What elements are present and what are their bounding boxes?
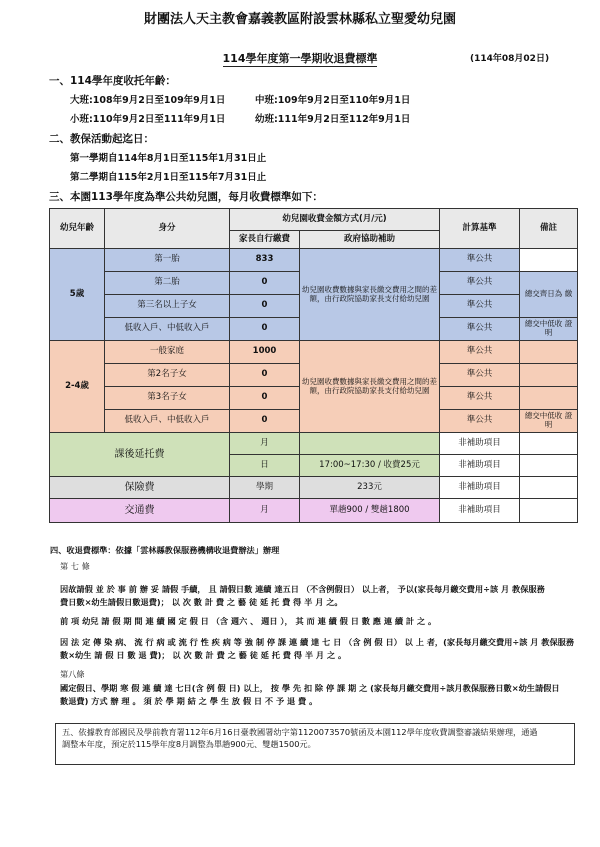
non-subsidy-cell: 非補助項目 — [440, 477, 520, 499]
transport-label: 交通費 — [50, 499, 230, 523]
fee-cell: 1000 — [230, 341, 300, 364]
age-5: 5歲 — [50, 249, 105, 341]
header-fee-group: 幼兒園收費金額方式(月/元) — [230, 209, 440, 231]
standard-cell: 準公共 — [440, 387, 520, 410]
fee-table — [49, 208, 578, 523]
notice-line: 調整本年度，預定於115學年度8月調整為單趟900元、雙趟1500元。 — [62, 738, 316, 749]
after-care-label: 課後延托費 — [50, 433, 230, 477]
rule-text: 數退費) 方式 辦 理 。 須 於 學 期 結 之 學 生 放 假 日 不 予 退 費 。 — [60, 696, 318, 706]
after-care-time: 17:00~17:30 / 收費25元 — [300, 455, 440, 477]
fee-cell: 833 — [230, 249, 300, 272]
after-care-unit-month: 月 — [230, 433, 300, 455]
refund-rule-heading: 四、收退費標準：依據「雲林縣教保服務機構收退費辦法」辦理 — [50, 545, 280, 555]
class-middle: 中班:109年9月2日至110年9月1日 — [255, 95, 411, 106]
class-small: 小班:110年9月2日至111年9月1日 — [70, 114, 226, 125]
fee-cell: 0 — [230, 410, 300, 433]
header-standard: 計算基準 — [440, 209, 520, 249]
header-parent-fee: 家長自行繳費 — [230, 231, 300, 249]
non-subsidy-cell: 非補助項目 — [440, 433, 520, 455]
class-toddler: 幼班:111年9月2日至112年9月1日 — [255, 114, 411, 125]
header-gov-subsidy: 政府協助補助 — [300, 231, 440, 249]
identity-cell: 第一胎 — [105, 249, 230, 272]
rule-text: 因故請假 並 於 事 前 辦 妥 請假 手續， 且 請假日數 連續 達五日 （不含例假日） 以上者， 予以(家長每月繳交費用÷該 月 教保服務 — [60, 584, 545, 594]
standard-cell: 準公共 — [440, 272, 520, 295]
notice-line: 五、依據教育部國民及學前教育署112年6月16日臺教國署幼字第1120073570號函及本園112學年度收費調整審議結果辦理，通過 — [62, 727, 538, 737]
insurance-unit: 學期 — [230, 477, 300, 499]
standard-cell: 準公共 — [440, 364, 520, 387]
section2-heading: 二、教保活動起迄日： — [49, 133, 154, 145]
document-subtitle: 114學年度第一學期收退費標準 — [222, 52, 378, 65]
rule-text: 因 法 定 傳 染 病、 流 行 病 或 流 行 性 疾 病 等 強 制 停 課 連 續 達 七 日 （含 例 假 日） 以 上 者，(家長每月繳交費用÷該 月 教保服務 — [60, 637, 575, 647]
identity-cell: 一般家庭 — [105, 341, 230, 364]
non-subsidy-cell: 非補助項目 — [440, 455, 520, 477]
standard-cell: 準公共 — [440, 249, 520, 272]
identity-cell: 低收入戶、中低收入戶 — [105, 318, 230, 341]
rule-text: 前 項 幼兒 請 假 期 間 連 續 國 定 假 日 （含 週六 、 週日 ）， 其 而 連 續 假 日 數 應 連 續 計 之 。 — [60, 616, 437, 626]
document-date: (114年08月02日) — [470, 54, 550, 64]
note-cell: 總交中低收 證明 — [520, 410, 578, 433]
gov-subsidy-2-4: 幼兒園收費數據與家長繳交費用之間的差額，由行政院協助家長支付給幼兒園 — [300, 341, 440, 433]
note-cell: 總交齊日為 繳 — [520, 272, 578, 318]
transport-fee: 單趟900 / 雙趟1800 — [300, 499, 440, 523]
article-7-heading: 第 七 條 — [60, 561, 90, 571]
rule-text: 數×幼生 請 假 日 數 退 費)； 以 次 數 計 費 之 藝 徒 延 托 費 得 半 月 之 。 — [60, 650, 347, 660]
section1-heading: 一、114學年度收托年齡： — [49, 75, 176, 87]
identity-cell: 第三名以上子女 — [105, 295, 230, 318]
note-cell: 總交中低收 證明 — [520, 318, 578, 341]
header-note: 備註 — [520, 209, 578, 249]
fee-cell: 0 — [230, 364, 300, 387]
rule-text: 費日數×幼生請假日數退費)； 以 次 數 計 費 之 藝 徒 延 托 費 得 半 月 之。 — [60, 597, 343, 607]
term1: 第一學期自114年8月1日至115年1月31日止 — [70, 153, 267, 164]
fee-cell: 0 — [230, 295, 300, 318]
class-large: 大班:108年9月2日至109年9月1日 — [70, 95, 226, 106]
section3-heading: 三、本園113學年度為準公共幼兒園，每月收費標準如下： — [49, 191, 323, 203]
standard-cell: 準公共 — [440, 341, 520, 364]
standard-cell: 準公共 — [440, 295, 520, 318]
insurance-label: 保險費 — [50, 477, 230, 499]
transport-unit: 月 — [230, 499, 300, 523]
age-2-4: 2-4歲 — [50, 341, 105, 433]
standard-cell: 準公共 — [440, 410, 520, 433]
non-subsidy-cell: 非補助項目 — [440, 499, 520, 523]
identity-cell: 第3名子女 — [105, 387, 230, 410]
fee-cell: 0 — [230, 272, 300, 295]
fee-cell: 0 — [230, 387, 300, 410]
identity-cell: 第二胎 — [105, 272, 230, 295]
fee-cell: 0 — [230, 318, 300, 341]
rule-text: 國定假日、學期 寒 假 連 續 達 七日(含 例 假 日) 以上， 按 學 先 扣 除 停 課 期 之 (家長每月繳交費用÷該月教保服務日數×幼生請假日 — [60, 683, 560, 693]
article-8-heading: 第八條 — [60, 669, 85, 679]
notice-box — [55, 723, 575, 765]
header-identity: 身分 — [105, 209, 230, 249]
identity-cell: 低收入戶、中低收入戶 — [105, 410, 230, 433]
term2: 第二學期自115年2月1日至115年7月31日止 — [70, 172, 267, 183]
identity-cell: 第2名子女 — [105, 364, 230, 387]
gov-subsidy-5: 幼兒園收費數據與家長繳交費用之間的差額，由行政院協助家長支付給幼兒園 — [300, 249, 440, 341]
standard-cell: 準公共 — [440, 318, 520, 341]
header-age: 幼兒年齡 — [50, 209, 105, 249]
after-care-unit-day: 日 — [230, 455, 300, 477]
insurance-fee: 233元 — [300, 477, 440, 499]
document-title: 財團法人天主教會嘉義教區附設雲林縣私立聖愛幼兒園 — [143, 12, 456, 27]
